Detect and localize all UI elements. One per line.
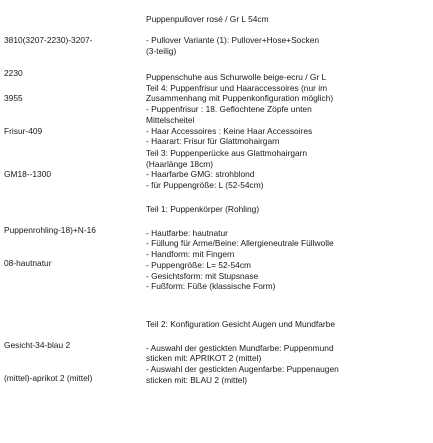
article-description: Puppenpullover rosé / Gr L 54cm - Pullover Variante (1): Pullover+Hose+Socken (3-teilig) — [146, 14, 320, 57]
article-description: Teil 3: Puppenperücke aus Glattmohairgarn (Haarlänge 18cm) - Haarfarbe GMG: strohblond - für Puppengröße: L (52-54cm) — [146, 148, 308, 191]
article-description: Puppenschuhe aus Schurwolle beige-ecru / Gr L Teil 4: Puppenfrisur und Haaraccessoires (nur im Zusammenhang mit Puppenkonfiguration möglich) - Puppenfrisur : 18. Geflochtene Zöpfe unten Mittelscheitel - Haar Accessoires : Keine Haar Accessoires - Haarart: Frisur für Glattmohairgarn — [146, 72, 334, 147]
article-code: Gesicht-34-blau 2 (mittel)-aprikot 2 (mittel) — [4, 340, 93, 383]
article-code: 3955 Frisur-409 — [4, 93, 43, 136]
article-code: Puppenrohling-18)+N-16 08-hautnatur — [4, 225, 96, 268]
article-code: 3810(3207-2230)-3207- 2230 — [4, 35, 93, 78]
article-description: Teil 2: Konfiguration Gesicht Augen und Mundfarbe - Auswahl der gestickten Mundfarbe: Puppenmund sticken mit: APRIKOT 2 (mittel) - Auswahl der gestickten Augenfarbe: Puppenaugen sticken mit: BLAU 2 (mittel) — [146, 319, 339, 385]
article-code: GM18--1300 — [4, 169, 52, 180]
article-description: Teil 1: Puppenkörper (Rohling) - Hautfarbe: hautnatur - Füllung für Arme/Beine: Allergieneutrale Füllwolle - Handform: mit Fingern - Puppengröße: L= 52-54cm - Gesichtsform: mit Stupsnase - Fußform: Füße (klassische Form) — [146, 204, 334, 292]
